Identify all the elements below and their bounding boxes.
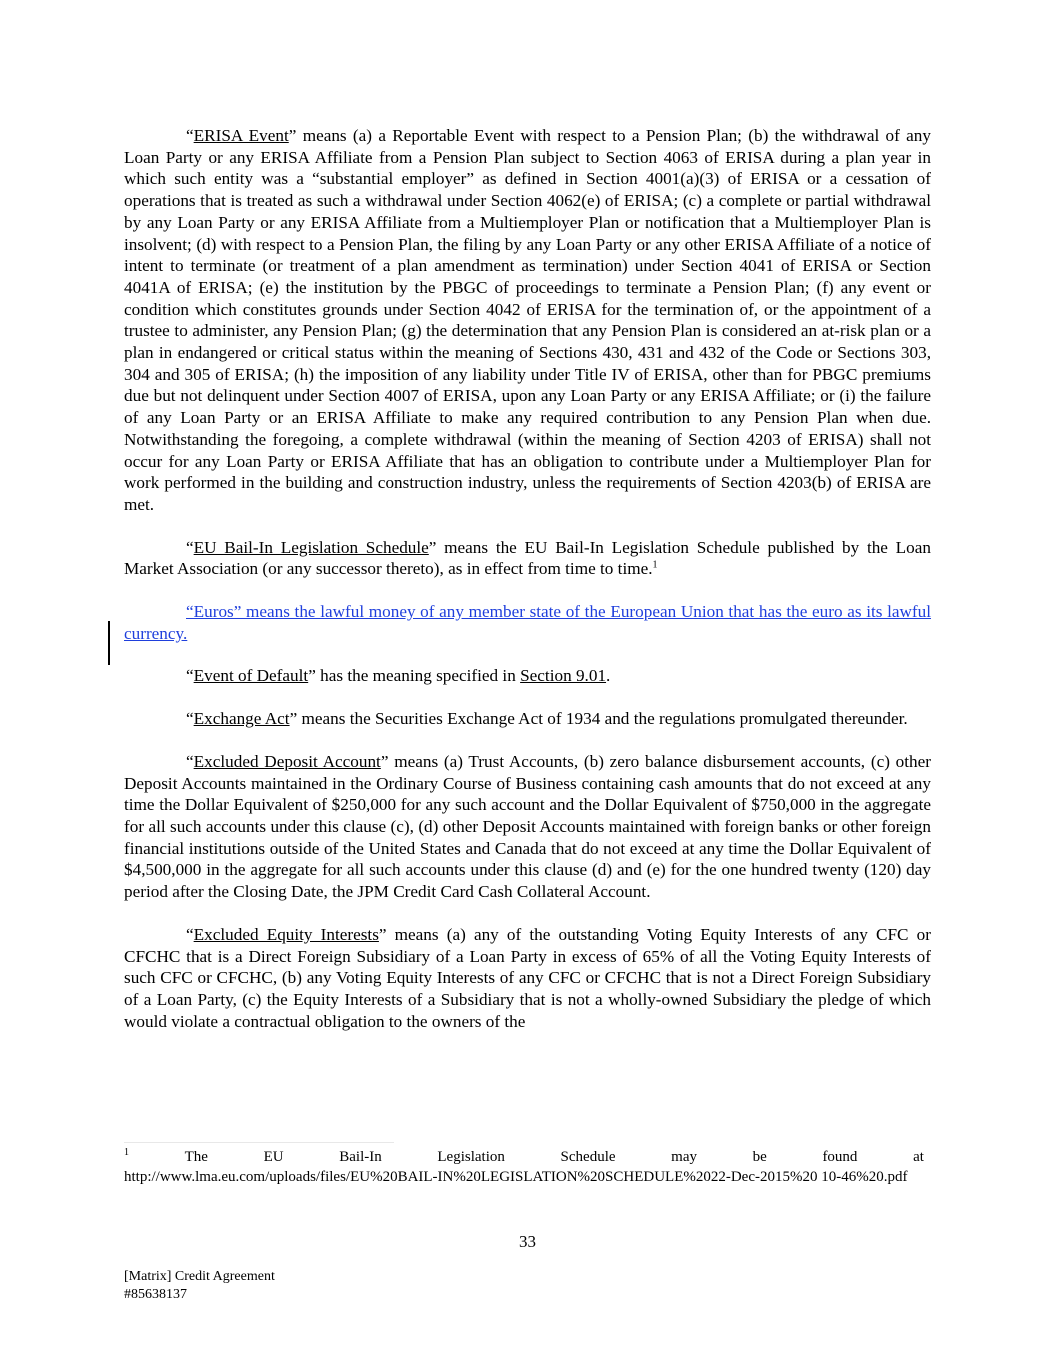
defined-term: Exchange Act bbox=[193, 709, 290, 729]
footnote-reference[interactable]: 1 bbox=[652, 559, 658, 571]
footnote-separator bbox=[124, 1142, 394, 1143]
definition-erisa-event: “ERISA Event” means (a) a Reportable Event with respect to a Pension Plan; (b) the withdrawal of any Loan Party or any ERISA Affiliate from a Pension Plan subject to Section 4063 of ERISA during a plan year in which such entity was a “substantial employer” as defined in Section 4001(a)(3) of ERISA or a cessation of operations that is treated as such a withdrawal under Section 4062(e) of ERISA; (c) a complete or partial withdrawal by any Loan Party or any ERISA Affiliate from a Multiemployer Plan or notification that a Multiemployer Plan is insolvent; (d) with respect to a Pension Plan, the filing by any Loan Party or any other ERISA Affiliate of a notice of intent to terminate (or treatment of a plan amendment as termination) under Section 4041 of ERISA or Section 4041A of ERISA; (e) the institution by the PBGC of proceedings to terminate a Pension Plan; (f) any event or condition which constitutes grounds under Section 4042 of ERISA for the termination of, or the appointment of a trustee to administer, any Pension Plan; (g) the determination that any Pension Plan is considered an at-risk plan or a plan in endangered or critical status within the meaning of Sections 430, 431 and 432 of the Code or Sections 303, 304 and 305 of ERISA; (h) the imposition of any liability under Title IV of ERISA, other than for PBGC premiums due but not delinquent under Section 4007 of ERISA, upon any Loan Party or any ERISA Affiliate; or (i) the failure of any Loan Party or an ERISA Affiliate to make any required contribution to any Pension Plan when due. Notwithstanding the foregoing, a complete withdrawal (within the meaning of Section 4203 of ERISA) shall not occur for any Loan Party or ERISA Affiliate that has an obligation to contribute under a Multiemployer Plan for work performed in the building and construction industry, unless the requirements of Section 4203(b) of ERISA are met. bbox=[124, 126, 931, 514]
definition-text: ” means the Securities Exchange Act of 1934 and the regulations promulgated thereunder. bbox=[289, 709, 908, 729]
page-number: 33 bbox=[519, 1232, 536, 1251]
revision-change-bar bbox=[108, 621, 110, 665]
definition-excluded-deposit-account: “Excluded Deposit Account” means (a) Trust Accounts, (b) zero balance disbursement accounts, (c) other Deposit Accounts maintained in the Ordinary Course of Business containing cash amounts that do not exceed at any time the Dollar Equivalent of $250,000 for any such account and the Dollar Equivalent of $750,000 in the aggregate for all such accounts under this clause (c), (d) other Deposit Accounts maintained with foreign banks or other foreign financial institutions outside of the United States and Canada that do not exceed at any time the Dollar Equivalent of $4,500,000 in the aggregate for all such accounts under this clause (d) and (e) for the one hundred twenty (120) day period after the Closing Date, the JPM Credit Card Cash Collateral Account. bbox=[124, 751, 932, 902]
definition-text: ” means (a) a Reportable Event with respect to a Pension Plan; (b) the withdrawal of any Loan Party or any ERISA Affiliate from a Pension Plan subject to Section 4063 of ERISA during a plan year in which such entity was a “substantial employer” as defined in Section 4001(a)(3) of ERISA or a cessation of operations that is treated as such a withdrawal under Section 4062(e) of ERISA; (c) a complete or partial withdrawal by any Loan Party or any ERISA Affiliate from a Multiemployer Plan or notification that a Multiemployer Plan is insolvent; (d) with respect to a Pension Plan, the filing by any Loan Party or any other ERISA Affiliate of a notice of intent to terminate (or treatment of a plan amendment as termination) under Section 4041 of ERISA or Section 4041A of ERISA; (e) the institution by the PBGC of proceedings to terminate a Pension Plan; (f) any event or condition which constitutes grounds under Section 4042 of ERISA for the termination of, or the appointment of a trustee to administer, any Pension Plan; (g) the determination that any Pension Plan is considered an at-risk plan or a plan in endangered or critical status within the meaning of Sections 430, 431 and 432 of the Code or Sections 303, 304 and 305 of ERISA; (h) the imposition of any liability under Title IV of ERISA, other than for PBGC premiums due but not delinquent under Section 4007 of ERISA, upon any Loan Party or any ERISA Affiliate; or (i) the failure of any Loan Party or an ERISA Affiliate to make any required contribution to any Pension Plan when due. Notwithstanding the foregoing, a complete withdrawal (within the meaning of Section 4203 of ERISA) shall not occur for any Loan Party or ERISA Affiliate that has an obligation to contribute under a Multiemployer Plan for work performed in the building and construction industry, unless the requirements of Section 4203(b) of ERISA are met. bbox=[124, 126, 931, 514]
defined-term: EU Bail-In Legislation Schedule bbox=[193, 537, 429, 557]
section-reference: Section 9.01 bbox=[520, 666, 607, 686]
definition-text: ” means the EU Bail-In Legislation Schedule published by the Loan Market Association (or any successor thereto), as in effect from time to time. bbox=[124, 537, 931, 579]
footnote-number: 1 bbox=[124, 1147, 129, 1158]
document-footer bbox=[124, 1268, 275, 1304]
definition-text: ” means (a) any of the outstanding Voting Equity Interests of any CFC or CFCHC that is a Direct Foreign Subsidiary of a Loan Party in excess of 65% of all the Voting Equity Interests of such CFC or CFCHC, (b) any Voting Equity Interests of any CFC or CFCHC that is not a Direct Foreign Subsidiary of a Loan Party, (c) the Equity Interests of a Subsidiary that is not a wholly-owned Subsidiary the pledge of which would violate a contractual obligation to the owners of the bbox=[124, 924, 931, 1031]
footnote-url[interactable]: http://www.lma.eu.com/uploads/files/EU%20BAIL-IN%20LEGISLATION%20SCHEDULE%2022-Dec-2015%20 10-46%20.pdf bbox=[124, 1169, 908, 1185]
definition-euros-inserted bbox=[124, 601, 931, 644]
document-id: #85638137 bbox=[124, 1287, 187, 1302]
definition-text: ” means (a) Trust Accounts, (b) zero balance disbursement accounts, (c) other Deposit Accounts maintained in the Ordinary Course of Business containing cash amounts that do not exceed at any time the Dollar Equivalent of $250,000 for any such account and the Dollar Equivalent of $750,000 in the aggregate for all such accounts under this clause (c), (d) other Deposit Accounts maintained with foreign banks or other foreign financial institutions outside of the United States and Canada that do not exceed at any time the Dollar Equivalent of $4,500,000 in the aggregate for all such accounts under this clause (d) and (e) for the one hundred twenty (120) day period after the Closing Date, the JPM Credit Card Cash Collateral Account. bbox=[124, 751, 932, 902]
definition-excluded-equity-interests: “Excluded Equity Interests” means (a) any of the outstanding Voting Equity Interests of any CFC or CFCHC that is a Direct Foreign Subsidiary of a Loan Party in excess of 65% of all the Voting Equity Interests of such CFC or CFCHC, (b) any Voting Equity Interests of any CFC or CFCHC that is not a Direct Foreign Subsidiary of a Loan Party, (c) the Equity Interests of a Subsidiary that is not a wholly-owned Subsidiary the pledge of which would violate a contractual obligation to the owners of the bbox=[124, 924, 931, 1031]
document-name: [Matrix] Credit Agreement bbox=[124, 1269, 275, 1284]
defined-term: Excluded Equity Interests bbox=[193, 924, 379, 944]
inserted-text: “Euros” means the lawful money of any member state of the European Union that has the euro as its lawful currency. bbox=[124, 602, 931, 643]
defined-term: ERISA Event bbox=[193, 126, 289, 145]
defined-term: Event of Default bbox=[193, 666, 309, 686]
document-body bbox=[124, 125, 931, 1053]
footnote bbox=[124, 1147, 924, 1187]
definition-event-of-default: “Event of Default” has the meaning specified in Section 9.01. bbox=[186, 666, 611, 686]
footnote-first-line: $^1$ The EU Bail-In Legislation Schedule may be found at bbox=[124, 1147, 924, 1165]
definition-eu-bail-in-legislation-schedule: “EU Bail-In Legislation Schedule” means the EU Bail-In Legislation Schedule published by the Loan Market Association (or any successor thereto), as in effect from time to time.$^1$ bbox=[124, 537, 931, 579]
definition-exchange-act: “Exchange Act” means the Securities Exchange Act of 1934 and the regulations promulgated thereunder. bbox=[186, 709, 908, 729]
defined-term: Excluded Deposit Account bbox=[193, 751, 381, 771]
